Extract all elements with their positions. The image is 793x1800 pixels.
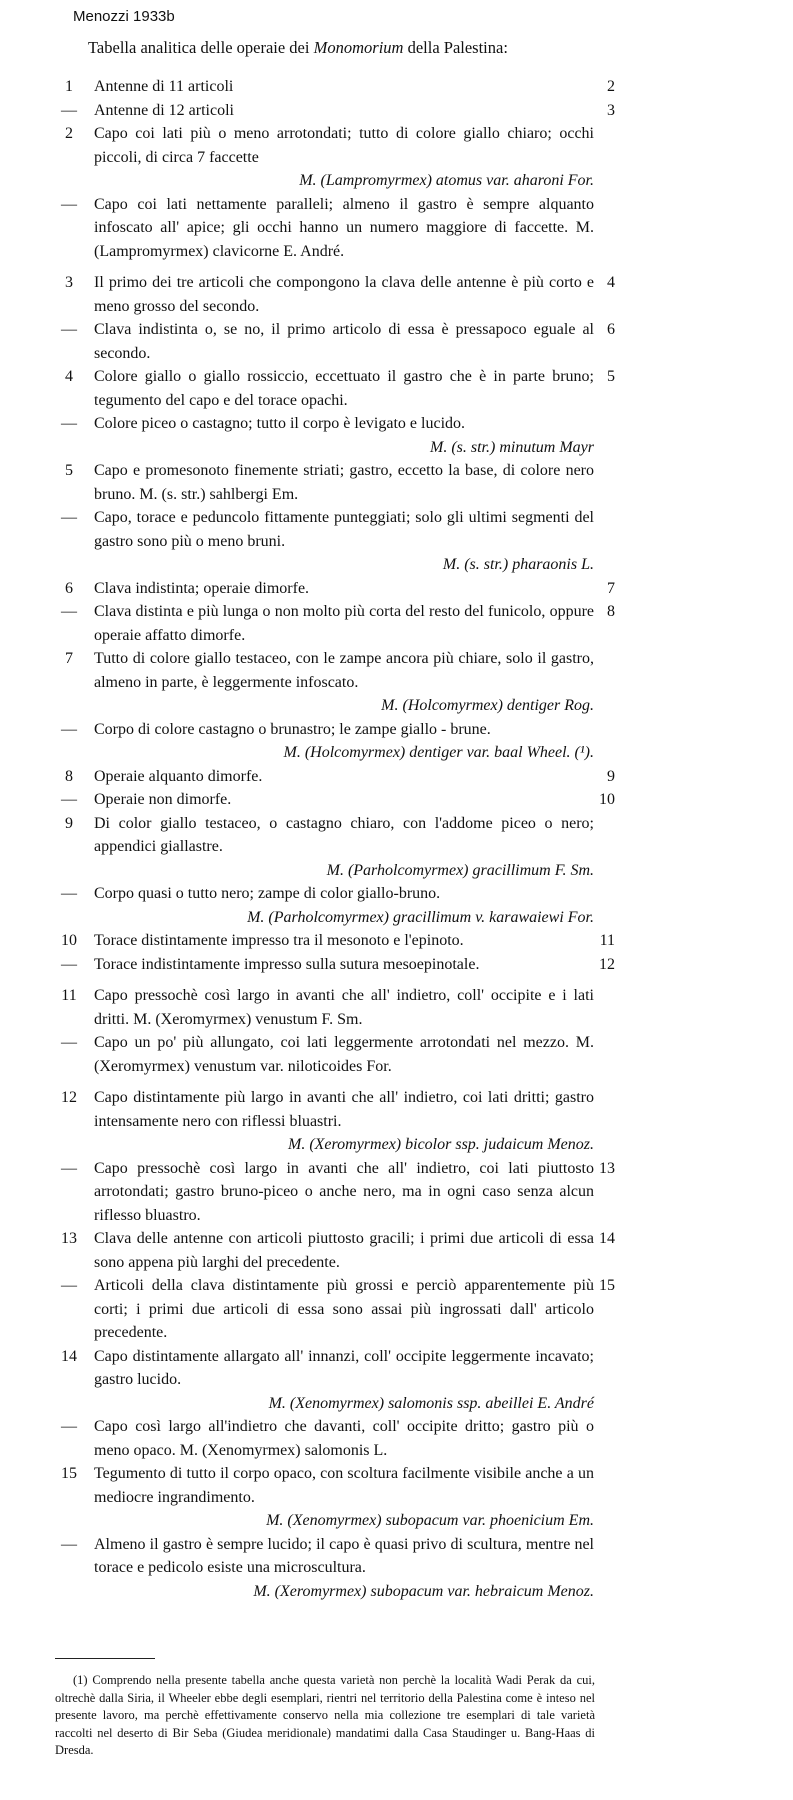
key-entry [0,1533,793,1604]
entry-text: Capo pressochè così largo in avanti che all' indietro, coll' occipite e i lati dritti. M. (Xeromyrmex) venustum F. Sm. [94,987,594,1028]
entry-number: — [61,415,77,432]
entry-number: 5 [65,462,73,479]
entry-text: Tutto di colore giallo testaceo, con le zampe ancora più chiare, solo il gastro, almeno in parte, è leggermente infoscato. [94,650,594,691]
entry-number: — [61,791,77,808]
entry-number: 12 [61,1089,77,1106]
entry-text: Capo coi lati più o meno arrotondati; tutto di colore giallo chiaro; occhi piccoli, di circa 7 faccette [94,125,594,166]
entry-text: Antenne di 11 articoli [94,78,234,95]
entry-number: 3 [65,274,73,291]
entry-number: — [61,955,77,973]
entry-lead-number: 4 [607,274,615,291]
key-entry [0,812,793,883]
key-entry [0,647,793,718]
entry-text-block [94,365,594,412]
entry-number: — [61,101,77,119]
entry-number: 6 [65,579,73,597]
entry-text: Corpo quasi o tutto nero; zampe di color giallo-bruno. [94,885,441,902]
footnote [55,1672,595,1760]
key-entry [0,459,793,506]
entry-number: 14 [61,1347,77,1365]
entry-text: Colore giallo o giallo rossiccio, eccettuato il gastro che è in parte bruno; tegumento del capo e del torace opachi. [94,368,594,409]
key-entry [0,122,793,193]
entry-text: Articoli della clava distintamente più grossi e perciò apparentemente più corti; i primi due articoli di essa sono assai più ingrossati dall' articolo precedente. [94,1277,594,1341]
key-entry [0,271,793,318]
entry-text: Capo e promesonoto finemente striati; gastro, eccetto la base, di colore nero bruno. M. (s. str.) sahlbergi Em. [94,462,594,503]
entry-taxon: M. (Holcomyrmex) dentiger var. baal Wheel. (¹). [283,744,594,761]
entry-text-block [94,882,594,929]
entry-text-block [94,984,594,1031]
key-entry [0,1031,793,1078]
key-entry [0,765,793,789]
key-entry [0,984,793,1031]
title-prefix: Tabella analitica delle operaie dei [88,38,314,57]
entry-number: — [61,603,77,620]
entry-text-block [94,577,594,601]
key-entry [0,193,793,264]
entry-taxon: M. (Xeromyrmex) bicolor ssp. judaicum Menoz. [287,1136,594,1153]
entry-text: Clava distinta e più lunga o non molto più corta del resto del funicolo, oppure operaie affatto dimorfe. [94,603,594,644]
entry-number: 4 [65,368,73,385]
key-entry [0,99,793,123]
entry-text-block [94,75,594,99]
entry-lead-number: 3 [607,101,615,119]
key-entry [0,577,793,601]
entry-text: Operaie non dimorfe. [94,791,232,808]
entry-text: Torace indistintamente impresso sulla sutura mesoepinotale. [94,955,480,973]
entry-taxon: M. (Parholcomyrmex) gracillimum v. karawaiewi For. [247,908,594,926]
entry-number: 11 [61,987,77,1004]
entry-gap [0,263,793,271]
entry-lead-number: 6 [607,321,615,338]
entry-number: 2 [65,125,73,142]
entry-lead-number: 13 [599,1159,615,1177]
key-entry [0,718,793,765]
entry-gap [0,976,793,984]
key-entry [0,1274,793,1345]
entry-text-block [94,1533,594,1604]
entry-text: Corpo di colore castagno o brunastro; le zampe giallo - brune. [94,720,491,738]
entry-number: — [61,1159,77,1177]
entry-text-block [94,1462,594,1533]
footnote-text: (1) Comprendo nella presente tabella anche questa varietà non perchè la località Wadi Perak da cui, oltrechè dalla Siria, il Wheeler ebbe degli esemplari, rientri nel territorio della Palestina come è inteso nel presente lavoro, ma perchè effettivamente conservo nella mia collezione tre esemplari di tale varietà raccolti nel deserto di Bir Seba (Giudea meridionale) mandatimi dalla Casa Staudinger u. Bang-Haas di Dresda. [55,1673,595,1757]
entry-lead-number: 5 [607,368,615,385]
entry-text-block [94,929,594,953]
entry-text-block [94,953,594,977]
entry-number: — [61,885,77,902]
entry-text-block [94,99,594,123]
key-entry [0,929,793,953]
entry-text-block [94,1031,594,1078]
entry-number: 15 [61,1465,77,1482]
entry-text: Il primo dei tre articoli che compongono la clava delle antenne è più corto e meno grosso del secondo. [94,274,594,315]
entry-taxon: M. (Xenomyrmex) subopacum var. phoenicium Em. [266,1512,594,1529]
entry-number: — [61,195,77,213]
entry-text: Colore piceo o castagno; tutto il corpo è levigato e lucido. [94,415,466,432]
key-entry [0,600,793,647]
page-title [88,38,508,58]
identification-key [0,75,793,1603]
entry-text-block [94,600,594,647]
key-entry [0,318,793,365]
key-entry [0,788,793,812]
entry-text: Clava indistinta; operaie dimorfe. [94,579,310,597]
entry-text: Tegumento di tutto il corpo opaco, con scoltura facilmente visibile anche a un mediocre ingrandimento. [94,1465,594,1506]
key-entry [0,506,793,577]
entry-text-block [94,647,594,718]
title-genus: Monomorium [313,38,404,57]
entry-text: Torace distintamente impresso tra il mesonoto e l'epinoto. [94,932,464,949]
entry-text: Capo un po' più allungato, coi lati leggermente arrotondati nel mezzo. M. (Xeromyrmex) venustum var. niloticoides For. [94,1034,594,1075]
entry-number: — [61,720,77,738]
key-entry [0,953,793,977]
entry-number: 8 [65,767,73,785]
entry-text-block [94,788,594,812]
entry-text: Capo distintamente più largo in avanti che all' indietro, coi lati dritti; gastro intensamente nero con riflessi bluastri. [94,1089,594,1130]
entry-text: Capo coi lati nettamente paralleli; almeno il gastro è sempre alquanto infoscato all' apice; gli occhi hanno un numero maggiore di faccette. M. (Lampromyrmex) clavicorne E. André. [94,195,594,260]
entry-number: — [61,509,77,526]
entry-text-block [94,122,594,193]
entry-text: Di color giallo testaceo, o castagno chiaro, con l'addome piceo o nero; appendici giallastre. [94,814,594,855]
key-entry [0,75,793,99]
entry-text-block [94,412,594,459]
entry-text-block [94,1157,594,1228]
entry-number: — [61,1535,77,1553]
entry-text-block [94,718,594,765]
entry-number: 13 [61,1230,77,1247]
page-label: Menozzi 1933b [73,8,175,25]
entry-taxon: M. (Holcomyrmex) dentiger Rog. [381,697,594,714]
entry-text: Operaie alquanto dimorfe. [94,767,263,785]
entry-text: Capo distintamente allargato all' innanzi, coll' occipite leggermente incavato; gastro lucido. [94,1347,594,1388]
key-entry [0,365,793,412]
entry-lead-number: 2 [607,78,615,95]
entry-gap [0,1078,793,1086]
entry-text-block [94,765,594,789]
title-suffix: della Palestina: [403,38,508,57]
entry-text: Capo pressochè così largo in avanti che all' indietro, coi lati piuttosto arrotondati; gastro bruno-piceo o anche nero, ma in ogni caso senza alcun riflesso bluastro. [94,1159,594,1224]
entry-text: Capo, torace e peduncolo fittamente punteggiati; solo gli ultimi segmenti del gastro sono più o meno bruni. [94,509,594,550]
entry-text: Almeno il gastro è sempre lucido; il capo è quasi privo di scultura, mentre nel torace e pedicolo esiste una microscultura. [94,1535,594,1576]
key-entry [0,1415,793,1462]
key-entry [0,1345,793,1416]
entry-number: 1 [65,78,73,95]
entry-number: 9 [65,814,73,832]
entry-lead-number: 8 [607,603,615,620]
entry-lead-number: 11 [599,932,615,949]
entry-taxon: M. (Parholcomyrmex) gracillimum F. Sm. [326,861,594,879]
entry-lead-number: 7 [607,579,615,597]
entry-text-block [94,1274,594,1345]
entry-number: 7 [65,650,73,667]
entry-text-block [94,812,594,883]
entry-number: — [61,321,77,338]
entry-lead-number: 15 [599,1277,615,1294]
key-entry [0,1462,793,1533]
entry-text-block [94,459,594,506]
entry-text-block [94,506,594,577]
footnote-rule [55,1658,155,1659]
key-entry [0,882,793,929]
entry-number: — [61,1277,77,1294]
key-entry [0,1227,793,1274]
entry-text-block [94,1086,594,1157]
key-entry [0,412,793,459]
entry-text-block [94,1345,594,1416]
entry-text-block [94,193,594,264]
entry-text: Clava delle antenne con articoli piuttosto gracili; i primi due articoli di essa sono appena più larghi del precedente. [94,1230,594,1271]
entry-text-block [94,1415,594,1462]
entry-text: Clava indistinta o, se no, il primo articolo di essa è pressapoco eguale al secondo. [94,321,594,362]
entry-lead-number: 9 [607,767,615,785]
entry-number: — [61,1418,77,1435]
entry-number: — [61,1034,77,1051]
entry-lead-number: 10 [599,791,615,808]
entry-lead-number: 14 [599,1230,615,1247]
entry-lead-number: 12 [599,955,615,973]
entry-number: 10 [61,932,77,949]
entry-text-block [94,318,594,365]
entry-text-block [94,1227,594,1274]
entry-taxon: M. (s. str.) pharaonis L. [442,556,594,573]
key-entry [0,1086,793,1157]
entry-text: Capo così largo all'indietro che davanti, coll' occipite dritto; gastro più o meno opaco. M. (Xenomyrmex) salomonis L. [94,1418,594,1459]
entry-text-block [94,271,594,318]
entry-taxon: M. (Xenomyrmex) salomonis ssp. abeillei E. André [268,1394,594,1412]
key-entry [0,1157,793,1228]
entry-text: Antenne di 12 articoli [94,101,234,119]
entry-taxon: M. (Lampromyrmex) atomus var. aharoni For. [299,172,594,189]
entry-taxon: M. (s. str.) minutum Mayr [430,438,594,456]
entry-taxon: M. (Xeromyrmex) subopacum var. hebraicum Menoz. [253,1582,594,1600]
